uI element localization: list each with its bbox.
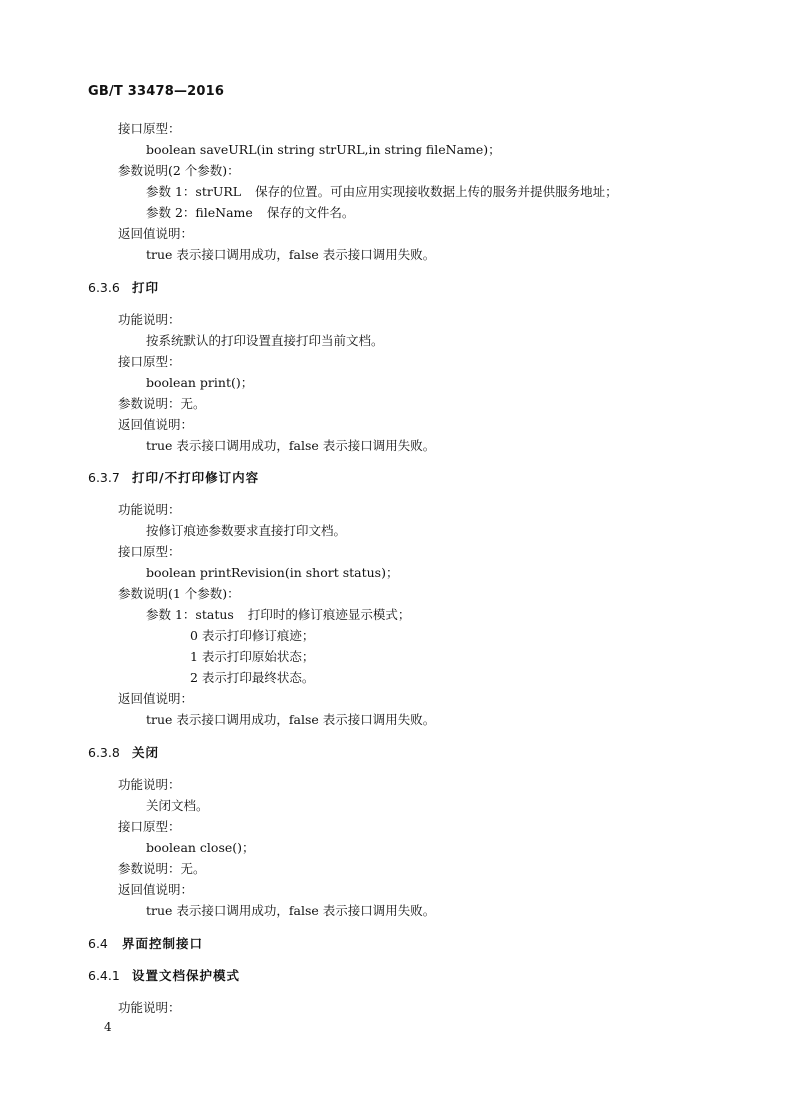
section-number: 6.3.7 bbox=[88, 470, 120, 485]
param-text: 参数说明：无。 bbox=[118, 396, 206, 411]
option-item: 2 表示打印最终状态。 bbox=[190, 670, 315, 685]
param-desc: 保存的文件名。 bbox=[266, 205, 355, 220]
section-heading bbox=[88, 968, 240, 984]
section-heading bbox=[88, 745, 159, 761]
func-label: 功能说明： bbox=[118, 312, 181, 327]
func-label: 功能说明： bbox=[118, 502, 181, 517]
proto-code: boolean close()； bbox=[146, 840, 255, 855]
param-desc: 保存的位置。可由应用实现接收数据上传的服务并提供服务地址； bbox=[255, 184, 618, 199]
document-id-header: GB/T 33478—2016 bbox=[88, 84, 225, 99]
param-name: 参数 1：status bbox=[146, 607, 234, 622]
section-title: 关闭 bbox=[132, 745, 160, 760]
func-text: 关闭文档。 bbox=[146, 798, 209, 813]
return-label: 返回值说明： bbox=[118, 226, 194, 241]
param-desc: 打印时的修订痕迹显示模式； bbox=[247, 607, 411, 622]
section-number: 6.3.6 bbox=[88, 280, 120, 295]
proto-code: boolean saveURL(in string strURL,in string fileName)； bbox=[146, 142, 501, 157]
proto-label: 接口原型： bbox=[118, 121, 181, 136]
proto-label: 接口原型： bbox=[118, 354, 181, 369]
section-heading bbox=[88, 936, 203, 952]
section-heading bbox=[88, 470, 259, 486]
return-text: true 表示接口调用成功，false 表示接口调用失败。 bbox=[146, 247, 436, 262]
return-label: 返回值说明： bbox=[118, 417, 194, 432]
section-title: 打印/不打印修订内容 bbox=[132, 470, 260, 485]
section-title: 设置文档保护模式 bbox=[132, 968, 241, 983]
param-label: 参数说明(1 个参数)： bbox=[118, 586, 240, 601]
func-text: 按修订痕迹参数要求直接打印文档。 bbox=[146, 523, 347, 538]
param-item bbox=[146, 205, 354, 221]
section-number: 6.4 bbox=[88, 936, 108, 951]
func-text: 按系统默认的打印设置直接打印当前文档。 bbox=[146, 333, 384, 348]
param-name: 参数 2：fileName bbox=[146, 205, 253, 220]
return-text: true 表示接口调用成功，false 表示接口调用失败。 bbox=[146, 903, 436, 918]
page-number: 4 bbox=[104, 1020, 112, 1034]
return-label: 返回值说明： bbox=[118, 882, 194, 897]
section-title: 界面控制接口 bbox=[122, 936, 204, 951]
section-heading bbox=[88, 280, 159, 296]
proto-label: 接口原型： bbox=[118, 819, 181, 834]
proto-code: boolean print()； bbox=[146, 375, 254, 390]
option-item: 1 表示打印原始状态； bbox=[190, 649, 315, 664]
return-text: true 表示接口调用成功，false 表示接口调用失败。 bbox=[146, 712, 436, 727]
func-label: 功能说明： bbox=[118, 777, 181, 792]
proto-label: 接口原型： bbox=[118, 544, 181, 559]
param-label: 参数说明(2 个参数)： bbox=[118, 163, 240, 178]
option-item: 0 表示打印修订痕迹； bbox=[190, 628, 315, 643]
param-item bbox=[146, 607, 410, 623]
return-label: 返回值说明： bbox=[118, 691, 194, 706]
param-item bbox=[146, 184, 618, 200]
proto-code: boolean printRevision(in short status)； bbox=[146, 565, 399, 580]
param-text: 参数说明：无。 bbox=[118, 861, 206, 876]
section-number: 6.4.1 bbox=[88, 968, 120, 983]
section-title: 打印 bbox=[132, 280, 160, 295]
section-number: 6.3.8 bbox=[88, 745, 120, 760]
func-label: 功能说明： bbox=[118, 1000, 181, 1015]
param-name: 参数 1：strURL bbox=[146, 184, 242, 199]
return-text: true 表示接口调用成功，false 表示接口调用失败。 bbox=[146, 438, 436, 453]
